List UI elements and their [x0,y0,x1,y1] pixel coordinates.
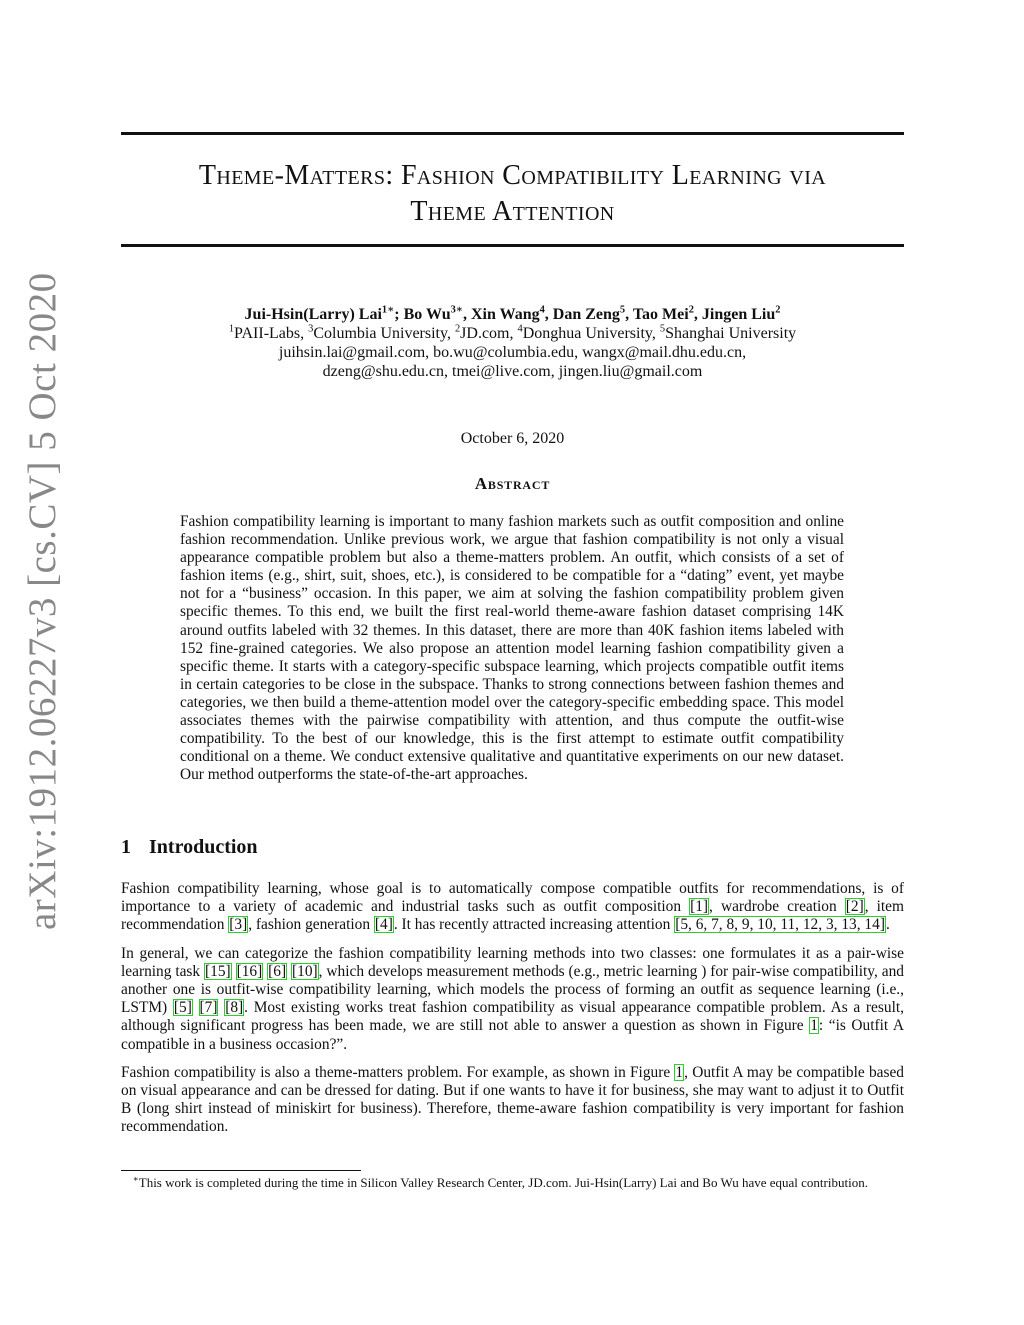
paper-date: October 6, 2020 [460,430,565,447]
citation-link[interactable]: [10] [292,962,318,980]
abstract-heading: Abstract [474,474,551,493]
text-run: , fashion generation [248,916,374,934]
section-number: 1 [121,836,131,858]
text-run: . Most existing works treat fashion compatibility as visual appearance compatible problem. As a result, although significant progress has been made, we are still not able to answer a question as shown in Figure [121,999,904,1035]
citation-link[interactable]: [8] [225,999,244,1017]
affiliation-sup: 3 [308,323,314,335]
citation-link[interactable]: [1] [690,898,709,916]
author-name: , Dan Zeng [544,306,620,323]
author-block [121,305,904,381]
text-run: , which develops measurement methods (e.g., metric learning ) for pair-wise compatibility, and another one is outfit-wise compatibility learning, which models the process of forming an outfit as sequence learning (i.e., LSTM) [121,962,904,1017]
footnote-mark: ∗ [133,1173,139,1184]
citation-link[interactable]: [5, 6, 7, 8, 9, 10, 11, 12, 3, 13, 14] [675,916,885,934]
section-heading [121,836,258,859]
figure-link[interactable]: 1 [675,1063,684,1081]
title-top-rule [121,132,904,135]
footnote [121,1175,904,1191]
author-name: , Tao Mei [625,306,689,323]
affiliation-sup: 5 [659,323,666,335]
author-sup: 2 [775,304,781,316]
author-name: , Jingen Liu [693,306,776,323]
figure-link[interactable]: 1 [810,1017,818,1035]
paper-title [121,158,904,230]
citation-link[interactable]: [7] [199,999,218,1017]
citation-link[interactable]: [6] [268,962,287,980]
intro-paragraph-2 [121,945,904,1054]
author-sup: 2 [688,304,694,316]
author-sup: 4 [539,304,545,316]
emails-line-1: juihsin.lai@gmail.com, bo.wu@columbia.edu, wangx@mail.dhu.edu.cn, [278,344,747,361]
intro-body [121,880,904,1147]
text-run: . [885,916,890,934]
text-run: , wardrobe creation [709,898,845,916]
text-run: . It has recently attracted increasing attention [393,916,675,934]
text-run: In general, we can categorize the fashion compatibility learning methods into two classes: one formulates it as a pair-wise learning task [121,944,904,980]
text-run: , Outfit A may be compatible based on visual appearance and can be dressed for dating. But if one wants to have it for business, she may want to adjust it to Outfit B (long shirt instead of miniskirt for business). Therefore, theme-aware fashion compatibility is very important for fashion recommendation. [121,1063,904,1136]
author-name: ; Bo Wu [394,306,451,323]
text-run: , item recommendation [121,898,904,934]
footnote-rule [121,1170,361,1171]
text-run: Fashion compatibility learning, whose goal is to automatically compose compatible outfits for recommendations, is of importance to a variety of academic and industrial tasks such as outfit composition [121,880,904,916]
affiliations [121,324,904,343]
intro-paragraph-1 [121,880,904,935]
author-sup: 5 [619,304,626,316]
citation-link[interactable]: [5] [173,999,192,1017]
citation-link[interactable]: [4] [374,916,393,934]
affiliation: Donghua University, [522,325,660,342]
section-title: Introduction [149,836,258,858]
citation-link[interactable]: [3] [229,916,248,934]
author-sup: 3∗ [450,304,463,316]
text-run: : “is Outfit A compatible in a business occasion?”. [121,1017,904,1053]
affiliation: Columbia University, [313,325,455,342]
affiliation-sup: 4 [517,323,523,335]
title-line-2: Theme Attention [410,196,615,227]
affiliation: PAII-Labs, [234,325,309,342]
abstract-text: Fashion compatibility learning is important to many fashion markets such as outfit composition and online fashion recommendation. Unlike previous work, we argue that fashion compatibility is not only a visual appearance compatible problem but also a theme-matters problem. An outfit, which consists of a set of fashion items (e.g., shirt, suit, shoes, etc.), is considered to be compatible for a “dating” event, yet maybe not for a “business” occasion. In this paper, we aim at solving the fashion compatibility problem given specific themes. To this end, we built the first real-world theme-aware fashion dataset comprising 14K around outfits labeled with 32 themes. In this dataset, there are more than 40K fashion items labeled with 152 fine-grained categories. We also propose an attention model learning fashion compatibility given a specific theme. It starts with a category-specific subspace learning, which projects compatible outfit items in certain categories to be close in the subspace. Thanks to strong connections between fashion themes and categories, we then build a theme-attention model over the category-specific embedding space. This model associates themes with the pairwise compatibility with attention, and thus compute the outfit-wise compatibility. To the best of our knowledge, this is the first attempt to estimate outfit compatibility conditional on a theme. We conduct extensive qualitative and quantitative experiments on our new dataset. Our method outperforms the state-of-the-art approaches. [180,513,844,784]
intro-paragraph-3 [121,1064,904,1137]
affiliation-sup: 2 [454,323,461,335]
title-bottom-rule [121,244,904,247]
affiliation-sup: 1 [228,323,235,335]
affiliation: JD.com, [460,325,518,342]
citation-link[interactable]: [16] [236,962,263,980]
arxiv-identifier: arXiv:1912.06227v3 [cs.CV] 5 Oct 2020 [21,272,64,930]
author-name: Jui-Hsin(Larry) Lai [244,306,382,323]
citation-link[interactable]: [15] [205,962,231,980]
emails-line-2: dzeng@shu.edu.cn, tmei@live.com, jingen.liu@gmail.com [322,363,703,380]
author-sup: 1∗ [381,304,395,316]
footnote-text: This work is completed during the time in Silicon Valley Research Center, JD.com. Jui-Hsin(Larry) Lai and Bo Wu have equal contribution. [138,1175,868,1190]
citation-link[interactable]: [2] [845,898,864,916]
title-line-1: Theme-Matters: Fashion Compatibility Learning via [198,160,827,191]
author-name: , Xin Wang [462,306,540,323]
author-names [121,305,904,324]
affiliation: Shanghai University [665,325,797,342]
text-run: Fashion compatibility is also a theme-matters problem. For example, as shown in Figure [121,1063,675,1081]
